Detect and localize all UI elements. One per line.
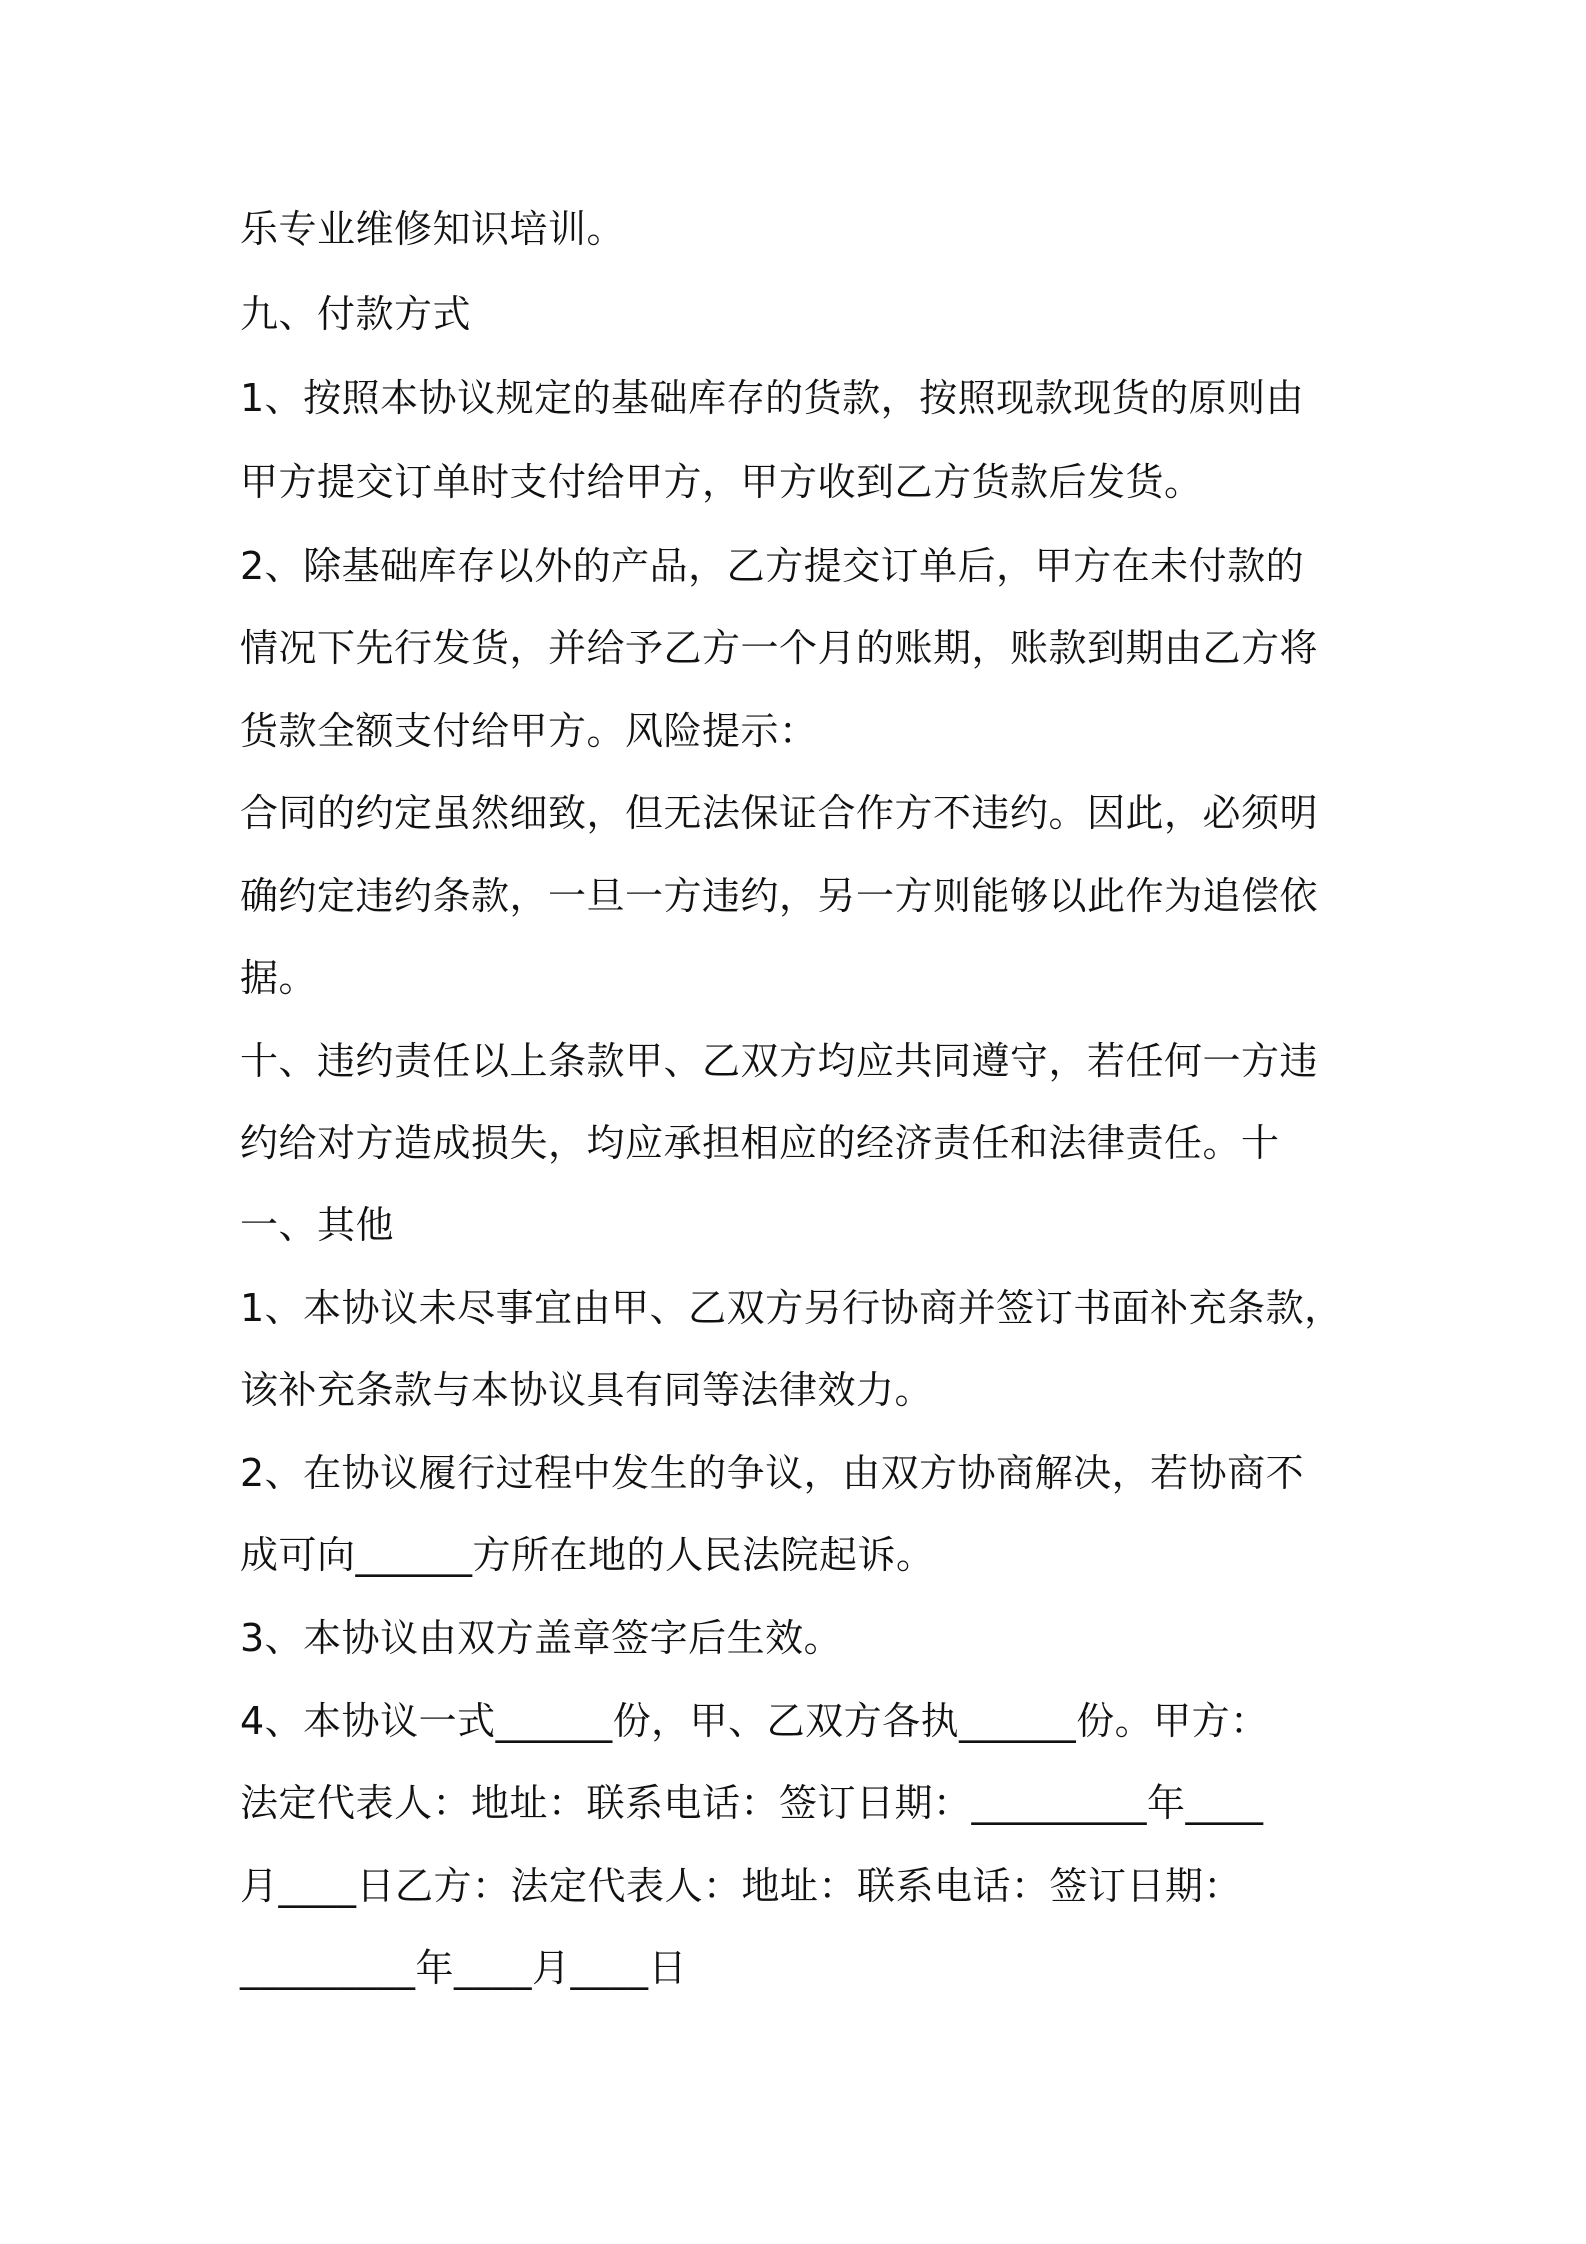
text-line: 乐专业维修知识培训。 — [240, 207, 626, 251]
text-line: 合同的约定虽然细致，但无法保证合作方不违约。因此，必须明 — [240, 791, 1319, 835]
text-line: 约给对方造成损失，均应承担相应的经济责任和法律责任。十 — [240, 1121, 1280, 1165]
text-line: 2、除基础库存以外的产品，乙方提交订单后，甲方在未付款的 — [240, 544, 1305, 588]
text-line: 1、按照本协议规定的基础库存的货款，按照现款现货的原则由 — [240, 376, 1305, 420]
text-line: 甲方提交订单时支付给甲方，甲方收到乙方货款后发货。 — [240, 460, 1203, 504]
text-line: 1、本协议未尽事宜由甲、乙双方另行协商并签订书面补充条款， — [240, 1286, 1343, 1330]
text-line: 2、在协议履行过程中发生的争议，由双方协商解决，若协商不 — [240, 1451, 1305, 1495]
section-heading-payment: 九、付款方式 — [240, 292, 472, 336]
text-line: 确约定违约条款，一旦一方违约，另一方则能够以此作为追偿依 — [240, 874, 1319, 918]
section-heading-liability: 十、违约责任以上条款甲、乙双方均应共同遵守，若任何一方违 — [240, 1039, 1319, 1083]
text-line: 成可向______方所在地的人民法院起诉。 — [240, 1533, 935, 1577]
text-line: 3、本协议由双方盖章签字后生效。 — [240, 1616, 843, 1660]
text-line: 据。 — [240, 956, 318, 1000]
text-line: 4、本协议一式______份，甲、乙双方各执______份。甲方： — [240, 1699, 1269, 1743]
signature-line: _________年____月____日 — [240, 1946, 688, 1990]
text-line: 该补充条款与本协议具有同等法律效力。 — [240, 1368, 934, 1412]
section-heading-other: 一、其他 — [240, 1203, 395, 1247]
text-line: 货款全额支付给甲方。风险提示： — [240, 709, 818, 753]
signature-line: 法定代表人：地址：联系电话：签订日期：_________年____ — [240, 1781, 1264, 1825]
text-line: 情况下先行发货，并给予乙方一个月的账期，账款到期由乙方将 — [240, 626, 1319, 670]
signature-line: 月____日乙方：法定代表人：地址：联系电话：签订日期： — [240, 1864, 1243, 1908]
